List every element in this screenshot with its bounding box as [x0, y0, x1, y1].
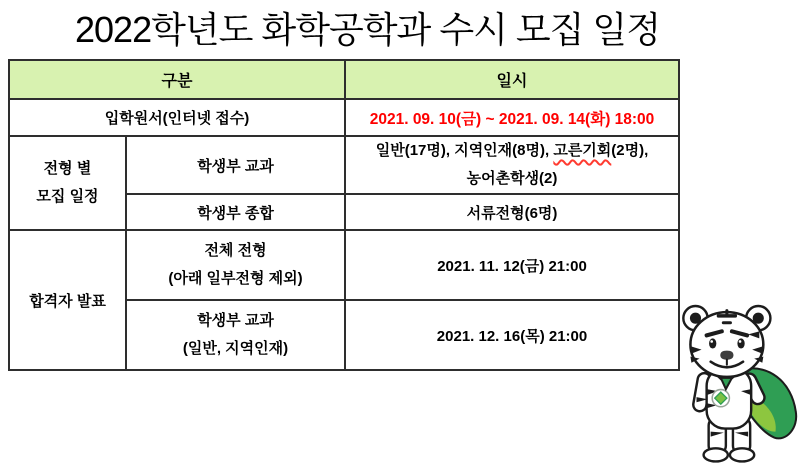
page-title: 2022학년도 화학공학과 수시 모집 일정 [75, 9, 660, 50]
jonghap-value-cell: 서류전형(6명) [345, 194, 679, 230]
schedule-section-label-line1: 전형 별 [43, 160, 92, 177]
gyogwa-tracks-suffix: (2명), [611, 142, 649, 159]
application-label-cell: 입학원서(인터넷 접수) [9, 99, 345, 136]
announcement-all-row [9, 230, 679, 300]
gyogwa-announce-label-cell [126, 300, 345, 370]
announcement-section-label-cell: 합격자 발표 [9, 230, 126, 370]
schedule-section-label-line2: 모집 일정 [36, 188, 99, 205]
header-cell-datetime: 일시 [345, 60, 679, 99]
all-tracks-label-line1: 전체 전형 [204, 242, 267, 259]
gyogwa-tracks-line2: 농어촌학생(2) [466, 170, 558, 187]
schedule-section-label-cell [9, 136, 126, 230]
schedule-gyogwa-row [9, 136, 679, 194]
application-row [9, 99, 679, 136]
gyogwa-announce-datetime-cell: 2021. 12. 16(목) 21:00 [345, 300, 679, 370]
gyogwa-tracks-prefix: 일반(17명), 지역인재(8명), [375, 142, 554, 159]
admission-schedule-table [8, 59, 680, 371]
misspelled-word: 고른기회 [553, 142, 612, 159]
gyogwa-announce-label-line1: 학생부 교과 [197, 312, 274, 329]
all-tracks-label-cell [126, 230, 345, 300]
gyogwa-tracks-cell [345, 136, 679, 194]
gyogwa-label-cell: 학생부 교과 [126, 136, 345, 194]
header-row [9, 60, 679, 99]
jonghap-label-cell: 학생부 종합 [126, 194, 345, 230]
gyogwa-announce-label-line2: (일반, 지역인재) [182, 340, 289, 357]
all-tracks-datetime-cell: 2021. 11. 12(금) 21:00 [345, 230, 679, 300]
gyogwa-tracks-line1 [346, 137, 678, 165]
white-tiger-mascot [668, 304, 806, 464]
header-cell-category: 구분 [9, 60, 345, 99]
all-tracks-label-line2: (아래 일부전형 제외) [168, 270, 303, 287]
application-period-cell: 2021. 09. 10(금) ~ 2021. 09. 14(화) 18:00 [345, 99, 679, 136]
